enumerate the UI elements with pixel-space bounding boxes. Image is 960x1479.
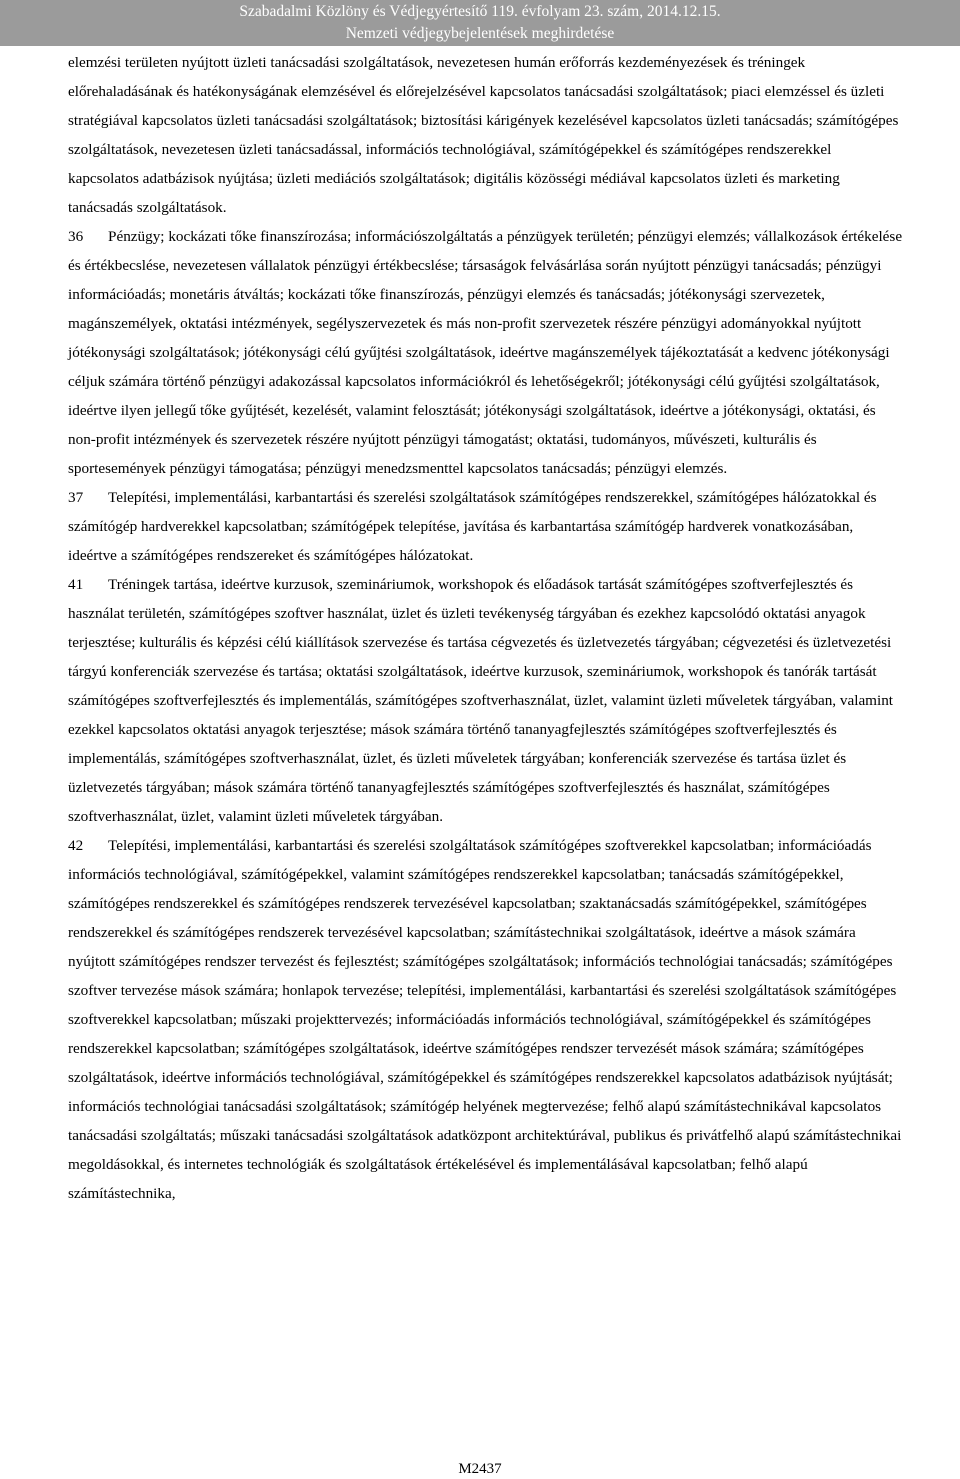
page-footer-code: M2437 [458, 1461, 502, 1477]
class-text: Pénzügy; kockázati tőke finanszírozása; információszolgáltatás a pénzügyek területén; pénzügyi elemzés; vállalkozások értékelése és értékbecslése, nevezetesen vállalatok pénzügyi értékbecslése; társaságok felvásárlása során nyújtott pénzügyi tanácsadás; pénzügyi információadás; monetáris átváltás; kockázati tőke finanszírozás, pénzügyi elemzés és tanácsadás; jótékonysági szervezetek, magánszemélyek, oktatási intézmények, segélyszervezetek és más non-profit szervezetek részére pénzügyi adományokkal nyújtott jótékonysági szolgáltatások; jótékonysági célú gyűjtési szolgáltatások, ideértve magánszemélyek tájékoztatását a kedvenc jótékonysági céljuk számára történő pénzügyi adakozással kapcsolatos információkról és lehetőségekről; jótékonysági célú gyűjtési szolgáltatások, ideértve ilyen jellegű tőke gyűjtését, kezelését, valamint felosztását; jótékonysági szolgáltatások, ideértve a jótékonysági, oktatási, és non-profit intézmények és szervezetek részére nyújtott pénzügyi támogatást; oktatási, tudományos, művészeti, kulturális és sportesemények pénzügyi támogatása; pénzügyi menedzsmenttel kapcsolatos tanácsadás; pénzügyi elemzés. [68, 228, 903, 477]
class-item-36 [68, 222, 904, 483]
class-text: Tréningek tartása, ideértve kurzusok, szemináriumok, workshopok és előadások tartását számítógépes szoftverfejlesztés és használat területén, számítógépes szoftver használat, üzlet és üzleti tevékenység tárgyában és ezekhez kapcsolódó oktatási anyagok terjesztése; kulturális és képzési célú kiállítások szervezése és tartása cégvezetés és üzletvezetés tárgyában; cégvezetési és üzletvezetési tárgyú konferenciák szervezése és tartása; oktatási szolgáltatások, ideértve kurzusok, szemináriumok, workshopok és tanórák tartását számítógépes szoftverfejlesztés és implementálás, számítógépes szoftverhasználat, üzlet, valamint üzleti műveletek tárgyában, valamint ezekkel kapcsolatos oktatási anyagok terjesztése; mások számára történő tananyagfejlesztés számítógépes szoftverfejlesztés és implementálás, számítógépes szoftverhasználat, üzlet, és üzleti műveletek tárgyában; konferenciák szervezése és tartása üzlet és üzletvezetés tárgyában; mások számára történő tananyagfejlesztés számítógépes szoftverfejlesztés és használat, számítógépes szoftverhasználat, üzlet, valamint üzleti műveletek tárgyában. [68, 576, 894, 825]
class-item-42 [68, 831, 904, 1208]
journal-title: Szabadalmi Közlöny és Védjegyértesítő 119. évfolyam 23. szám, 2014.12.15. [239, 3, 721, 20]
class-text: Telepítési, implementálási, karbantartási és szerelési szolgáltatások számítógépes szoftverekkel kapcsolatban; információadás információs technológiával, számítógépekkel, valamint számítógépes rendszerekkel kapcsolatban; tanácsadás számítógépekkel, számítógépes rendszerekkel és számítógépes rendszerek tervezésével kapcsolatban; szaktanácsadás számítógépekkel, számítógépes rendszerekkel és számítógépes rendszerek tervezésével kapcsolatban; számítástechnikai szolgáltatások, ideértve a mások számára nyújtott számítógépes rendszer tervezést és fejlesztést; számítógépes szolgáltatások; információs technológiai tanácsadás; számítógépes szoftver tervezése mások számára; honlapok tervezése; telepítési, implementálási, karbantartási és szerelési szolgáltatások számítógépes szoftverekkel kapcsolatban; műszaki projekttervezés; információadás információs technológiával, számítógépekkel és számítógépes rendszerekkel kapcsolatban; számítógépes szolgáltatások, ideértve számítógépes rendszer tervezését mások számára; számítógépes szolgáltatások, ideértve információs technológiával, számítógépekkel és számítógépes rendszerekkel kapcsolatos adatbázisok nyújtását; információs technológiai tanácsadási szolgáltatások; számítógép helyének megtervezése; felhő alapú számítástechnikával kapcsolatos tanácsadási szolgáltatás; műszaki tanácsadási szolgáltatások adatközpont architektúrával, publikus és privátfelhő alapú számítástechnikai megoldásokkal, és internetes technológiák és szolgáltatások értékelésével és implementálásával kapcsolatban; felhő alapú számítástechnika, [68, 837, 902, 1202]
page-header [0, 0, 960, 46]
class-item-41 [68, 570, 904, 831]
section-title: Nemzeti védjegybejelentések meghirdetése [345, 25, 615, 42]
class-item-37 [68, 483, 904, 570]
class-number: 37 [68, 489, 84, 506]
class-number: 41 [68, 576, 84, 593]
continued-paragraph: elemzési területen nyújtott üzleti tanácsadási szolgáltatások, nevezetesen humán erőforrás kezdeményezések és tréningek előrehaladásának és hatékonyságának elemzésével és előrejelzésével kapcsolatos tanácsadási szolgáltatások; piaci elemzéssel és üzleti stratégiával kapcsolatos üzleti tanácsadási szolgáltatások; biztosítási kárigények kezelésével kapcsolatos üzleti tanácsadás; számítógépes szolgáltatások, nevezetesen üzleti tanácsadással, információs technológiával, számítógépekkel és számítógépes rendszerekkel kapcsolatos adatbázisok nyújtása; üzleti mediációs szolgáltatások; digitális közösségi médiával kapcsolatos üzleti és marketing tanácsadás szolgáltatások. [68, 54, 899, 216]
document-body [68, 48, 904, 1208]
class-text: Telepítési, implementálási, karbantartási és szerelési szolgáltatások számítógépes rendszerekkel, számítógépes hálózatokkal és számítógép hardverekkel kapcsolatban; számítógépek telepítése, javítása és karbantartása számítógép hardverek vonatkozásában, ideértve a számítógépes rendszereket és számítógépes hálózatokat. [68, 489, 877, 564]
class-number: 42 [68, 837, 84, 854]
class-number: 36 [68, 228, 84, 245]
